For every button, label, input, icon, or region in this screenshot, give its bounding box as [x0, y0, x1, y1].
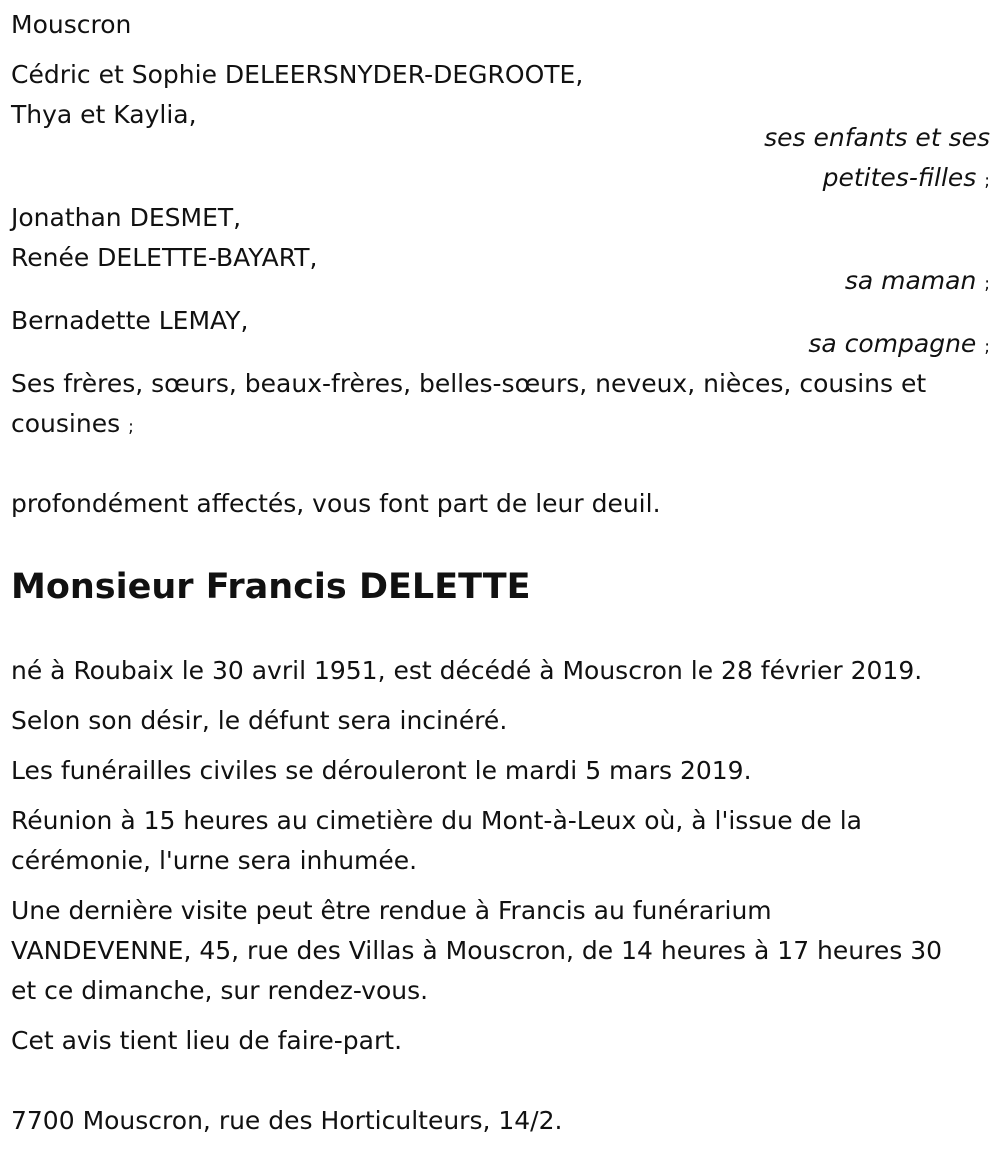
family-children: Cédric et Sophie DELEERSNYDER-DEGROOTE, — [11, 60, 584, 89]
role-children-label: ses enfants et ses — [764, 123, 990, 152]
meeting-text-2: cérémonie, l'urne sera inhumée. — [11, 846, 418, 875]
role-mother-label — [845, 261, 990, 304]
semicolon: ; — [128, 417, 134, 437]
visit-text-2: VANDEVENNE, 45, rue des Villas à Mouscron, de 14 heures à 17 heures 30 — [11, 936, 943, 965]
birth-death-text: né à Roubaix le 30 avril 1951, est décédé à Mouscron le 28 février 2019. — [11, 656, 923, 685]
announcement-text: profondément affectés, vous font part de leur deuil. — [11, 489, 661, 518]
role-grandchildren-label — [823, 158, 990, 201]
family-jonathan: Jonathan DESMET, — [11, 203, 242, 232]
semicolon: ; — [984, 274, 990, 294]
cremation-text: Selon son désir, le défunt sera incinéré. — [11, 706, 508, 735]
semicolon: ; — [984, 171, 990, 191]
relatives-cont-text: cousines — [11, 409, 121, 438]
role-partner-label — [808, 324, 990, 367]
meeting-text-1: Réunion à 15 heures au cimetière du Mont-à-Leux où, à l'issue de la — [11, 806, 862, 835]
semicolon: ; — [984, 337, 990, 357]
visit-text-1: Une dernière visite peut être rendue à Francis au funérarium — [11, 896, 772, 925]
visit-text-3: et ce dimanche, sur rendez-vous. — [11, 976, 429, 1005]
role-mother-text: sa maman — [844, 266, 977, 295]
deceased-name: Monsieur Francis DELETTE — [11, 567, 531, 607]
city-heading: Mouscron — [11, 10, 132, 39]
address-text: 7700 Mouscron, rue des Horticulteurs, 14/2. — [11, 1106, 563, 1135]
family-mother: Renée DELETTE-BAYART, — [11, 243, 318, 272]
family-relatives-cont — [11, 404, 134, 447]
role-partner-text: sa compagne — [808, 329, 977, 358]
family-relatives: Ses frères, sœurs, beaux-frères, belles-sœurs, neveux, nièces, cousins et — [11, 369, 927, 398]
notice-text: Cet avis tient lieu de faire-part. — [11, 1026, 403, 1055]
family-partner: Bernadette LEMAY, — [11, 306, 249, 335]
funeral-text: Les funérailles civiles se dérouleront le mardi 5 mars 2019. — [11, 756, 752, 785]
family-granddaughters: Thya et Kaylia, — [11, 100, 197, 129]
role-grandchildren-text: petites-filles — [822, 163, 977, 192]
